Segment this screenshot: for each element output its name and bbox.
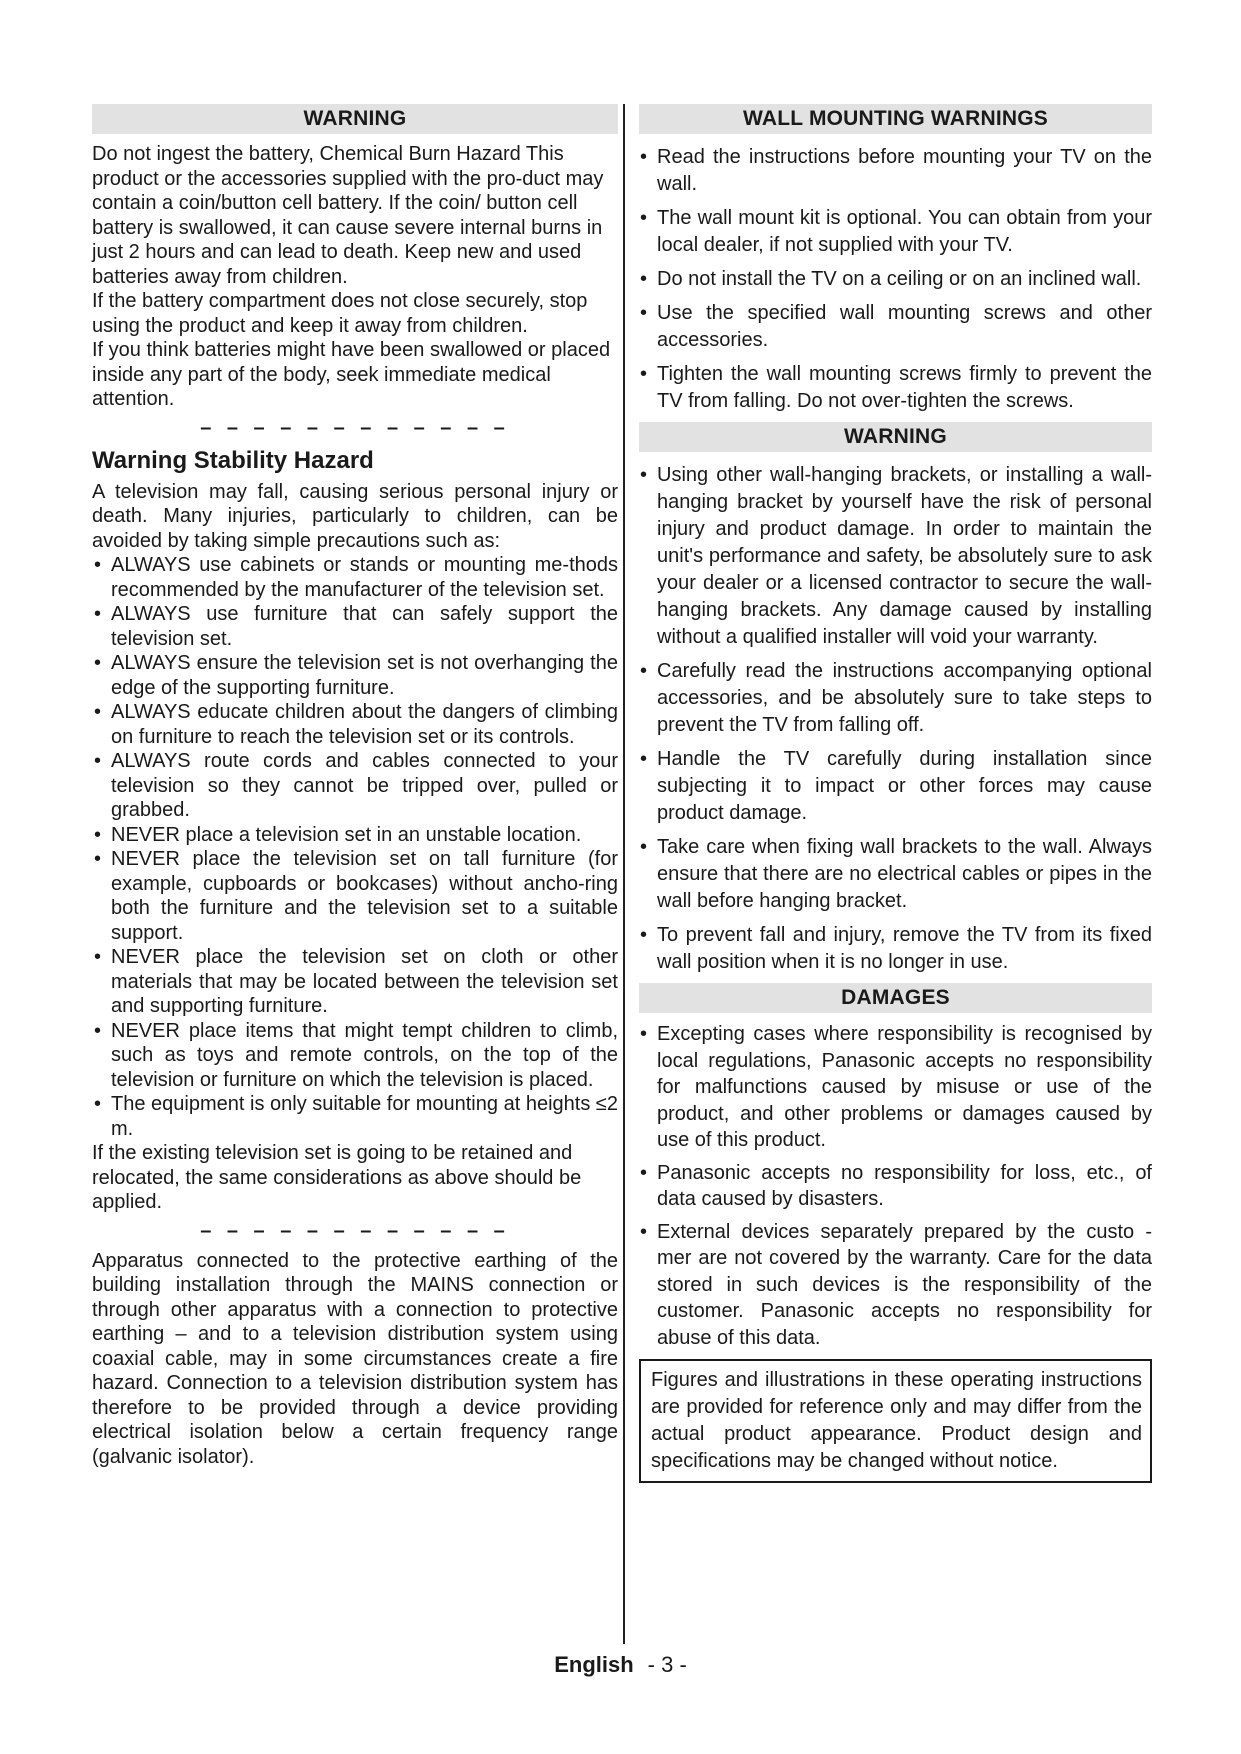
list-item: • NEVER place the television set on tall furniture (for example, cupboards or bookcases) without ancho-ring both the furniture and the television set to a suitable support.: [94, 848, 618, 944]
footer-language: English: [554, 1652, 634, 1677]
wall-warning-list: [639, 462, 1152, 976]
list-item: • NEVER place the television set on cloth or other materials that may be located between the television set and supporting furniture.: [94, 946, 618, 1017]
stability-hazard-title: Warning Stability Hazard: [92, 446, 374, 474]
list-item: • NEVER place items that might tempt children to climb, such as toys and remote controls, on the top of the television or furniture on which the television is placed.: [94, 1019, 618, 1091]
stability-list: [92, 553, 618, 1141]
section-separator: – – – – – – – – – – – –: [200, 1219, 510, 1242]
list-item: • The wall mount kit is optional. You can obtain from your local dealer, if not supplied with your TV.: [640, 207, 1152, 256]
damages-list: [639, 1021, 1152, 1351]
wall-mounting-list: [639, 144, 1152, 415]
right-column: [639, 104, 1152, 1483]
battery-paragraph: Do not ingest the battery, Chemical Burn Hazard This product or the accessories supplied with the pro-duct may contain a coin/button cell battery. If the coin/ button cell battery is swallowed, it can cause severe internal burns in just 2 hours and can lead to death. Keep new and used batteries away from children.: [92, 143, 604, 288]
list-item: • The equipment is only suitable for mounting at heights ≤2 m.: [94, 1093, 618, 1140]
stability-intro: A television may fall, causing serious personal injury or death. Many injuries, particularly to children, can be avoided by taking simple precautions such as:: [92, 480, 618, 552]
left-column: [92, 104, 618, 1469]
list-item: • Take care when fixing wall brackets to the wall. Always ensure that there are no electrical cables or pipes in the wall before hanging bracket.: [640, 836, 1152, 912]
list-item: • ALWAYS use cabinets or stands or mounting me-thods recommended by the manufacturer of the television set.: [94, 554, 618, 601]
list-item: • Tighten the wall mounting screws firmly to prevent the TV from falling. Do not over-tighten the screws.: [640, 363, 1152, 412]
list-item: • Excepting cases where responsibility is recognised by local regulations, Panasonic accepts no responsibility for malfunctions caused by misuse or use of the product, and other problems or damages caused by use of this product.: [640, 1023, 1152, 1151]
battery-paragraph: If you think batteries might have been swallowed or placed inside any part of the body, seek immediate medical attention.: [92, 339, 611, 410]
list-item: • ALWAYS use furniture that can safely support the television set.: [94, 603, 618, 650]
section-separator: – – – – – – – – – – – –: [200, 416, 510, 439]
battery-warning-title: WARNING: [92, 104, 618, 134]
battery-warning-text: [92, 142, 618, 412]
wall-mounting-title: WALL MOUNTING WARNINGS: [639, 104, 1152, 134]
battery-paragraph: If the battery compartment does not close securely, stop using the product and keep it away from children.: [92, 290, 588, 337]
earthing-text: Apparatus connected to the protective earthing of the building installation through the MAINS connection or through other apparatus with a connection to protective earthing – and to a television distribution system using coaxial cable, may in some circumstances create a fire hazard. Connection to a television distribution system has therefore to be provided through a device providing electrical isolation below a certain frequency range (galvanic isolator).: [92, 1249, 618, 1468]
page-footer: [0, 1652, 1241, 1678]
damages-title: DAMAGES: [639, 983, 1152, 1013]
list-item: • ALWAYS educate children about the dangers of climbing on furniture to reach the television set or its controls.: [94, 701, 618, 748]
column-divider: [623, 104, 625, 1644]
list-item: • Do not install the TV on a ceiling or on an inclined wall.: [640, 268, 1142, 290]
list-item: • NEVER place a television set in an unstable location.: [94, 823, 582, 846]
page-number: - 3 -: [647, 1652, 687, 1677]
list-item: • Using other wall-hanging brackets, or installing a wall-hanging bracket by yourself have the risk of personal injury and product damage. In order to maintain the unit's performance and safety, be absolutely sure to ask your dealer or a licensed contractor to secure the wall-hanging brackets. Any damage caused by installing without a qualified installer will void your warranty.: [640, 464, 1152, 648]
wall-warning-title: WARNING: [639, 422, 1152, 452]
notice-box: Figures and illustrations in these operating instructions are provided for reference only and may differ from the actual product appearance. Product design and specifications may be changed without notice.: [639, 1359, 1152, 1483]
list-item: • ALWAYS ensure the television set is not overhanging the edge of the supporting furniture.: [94, 652, 618, 699]
list-item: • Panasonic accepts no responsibility for loss, etc., of data caused by disasters.: [640, 1161, 1152, 1210]
list-item: • External devices separately prepared by the custo - mer are not covered by the warranty. Care for the data stored in such devices is the responsibility of the customer. Panasonic accepts no responsibility for abuse of this data.: [640, 1220, 1152, 1349]
list-item: • Handle the TV carefully during installation since subjecting it to impact or other forces may cause product damage.: [640, 748, 1152, 824]
list-item: • ALWAYS route cords and cables connected to your television so they cannot be tripped over, pulled or grabbed.: [94, 750, 618, 821]
list-item: • Use the specified wall mounting screws and other accessories.: [640, 302, 1152, 351]
list-item: • Carefully read the instructions accompanying optional accessories, and be absolutely sure to take steps to prevent the TV from falling off.: [640, 660, 1152, 736]
list-item: • Read the instructions before mounting your TV on the wall.: [640, 146, 1152, 195]
list-item: • To prevent fall and injury, remove the TV from its fixed wall position when it is no longer in use.: [640, 924, 1152, 973]
stability-outro: If the existing television set is going to be retained and relocated, the same considerations as above should be applied.: [92, 1142, 582, 1213]
